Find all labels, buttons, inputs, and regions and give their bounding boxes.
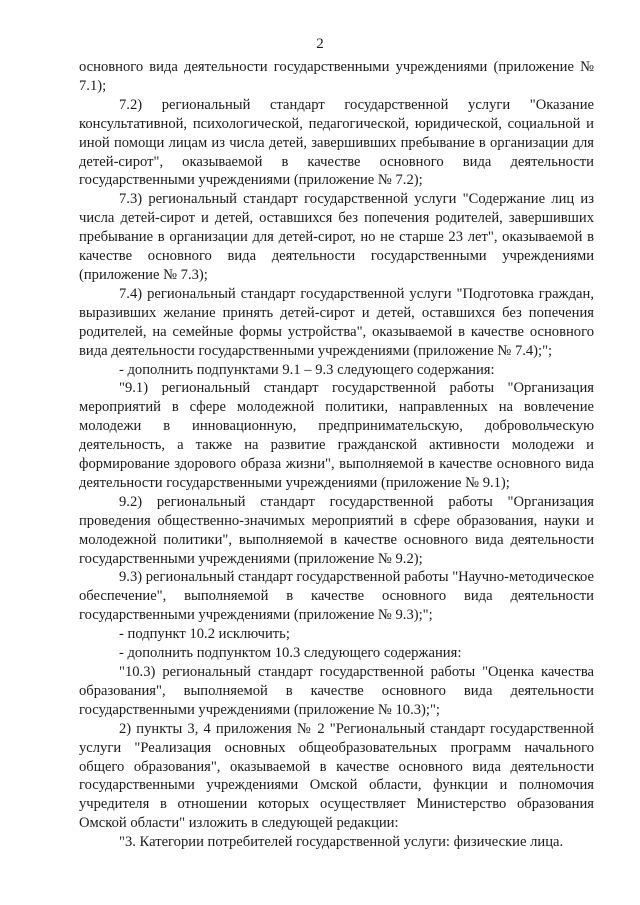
paragraph: 7.2) региональный стандарт государственной услуги "Оказание консультативной, психологической, педагогической, юридической, социальной и иной помощи лицам из числа детей, завершивших пребывание в организации для детей-сирот", оказываемой в качестве основного вида деятельности государственными учреждениями (приложение № 7.2); <box>79 96 594 189</box>
paragraph: - дополнить подпунктом 10.3 следующего содержания: <box>119 645 462 662</box>
paragraph: - подпункт 10.2 исключить; <box>119 626 290 643</box>
paragraph: 7.3) региональный стандарт государственной услуги "Содержание лиц из числа детей-сирот и детей, оставшихся без попечения родителей, завершивших пребывание в организации для детей-сирот, но не старше 23 лет", оказываемой в качестве основного вида деятельности государственными учреждениями (приложение № 7.3); <box>79 191 594 283</box>
paragraph: "10.3) региональный стандарт государственной работы "Оценка качества образования", выполняемой в качестве основного вида деятельности государственными учреждениями (приложение № 10.3);"; <box>79 664 594 718</box>
paragraph: "3. Категории потребителей государственной услуги: физические лица. <box>119 834 564 851</box>
paragraph: 9.2) региональный стандарт государственной работы "Организация проведения общественно-значимых мероприятий в сфере образования, науки и молодежной политики", выполняемой в качестве основного вида деятельности государственными учреждениями (приложение № 9.2); <box>79 493 594 567</box>
paragraph: основного вида деятельности государственными учреждениями (приложение № 7.1); <box>79 59 594 94</box>
paragraph: 9.3) региональный стандарт государственной работы "Научно-методическое обеспечение", выполняемой в качестве основного вида деятельности государственными учреждениями (приложение № 9.3);"; <box>79 569 594 624</box>
paragraph: 2) пункты 3, 4 приложения № 2 "Региональный стандарт государственной услуги "Реализация основных общеобразовательных программ начального общего образования", оказываемой в качестве основного вида деятельности государственными учреждениями Омской области, функции и полномочия учредителя в отношении которых осуществляет Министерство образования Омской области" изложить в следующей редакции: <box>79 720 594 832</box>
paragraph: 7.4) региональный стандарт государственной услуги "Подготовка граждан, выразивших желание принять детей-сирот и детей, оставшихся без попечения родителей, на семейные формы устройства", оказываемой в качестве основного вида деятельности государственными учреждениями (приложение № 7.4);"; <box>79 285 594 359</box>
paragraph: - дополнить подпунктами 9.1 – 9.3 следующего содержания: <box>119 361 495 378</box>
document-body <box>79 58 594 852</box>
paragraph: "9.1) региональный стандарт государственной работы "Организация мероприятий в сфере молодежной политики, направленных на вовлечение молодежи в инновационную, предпринимательскую, добровольческую деятельность, а также на развитие гражданской активности молодежи и формирование здорового образа жизни", выполняемой в качестве основного вида деятельности государственными учреждениями (приложение № 9.1); <box>79 380 594 491</box>
page-number: 2 <box>316 36 324 52</box>
